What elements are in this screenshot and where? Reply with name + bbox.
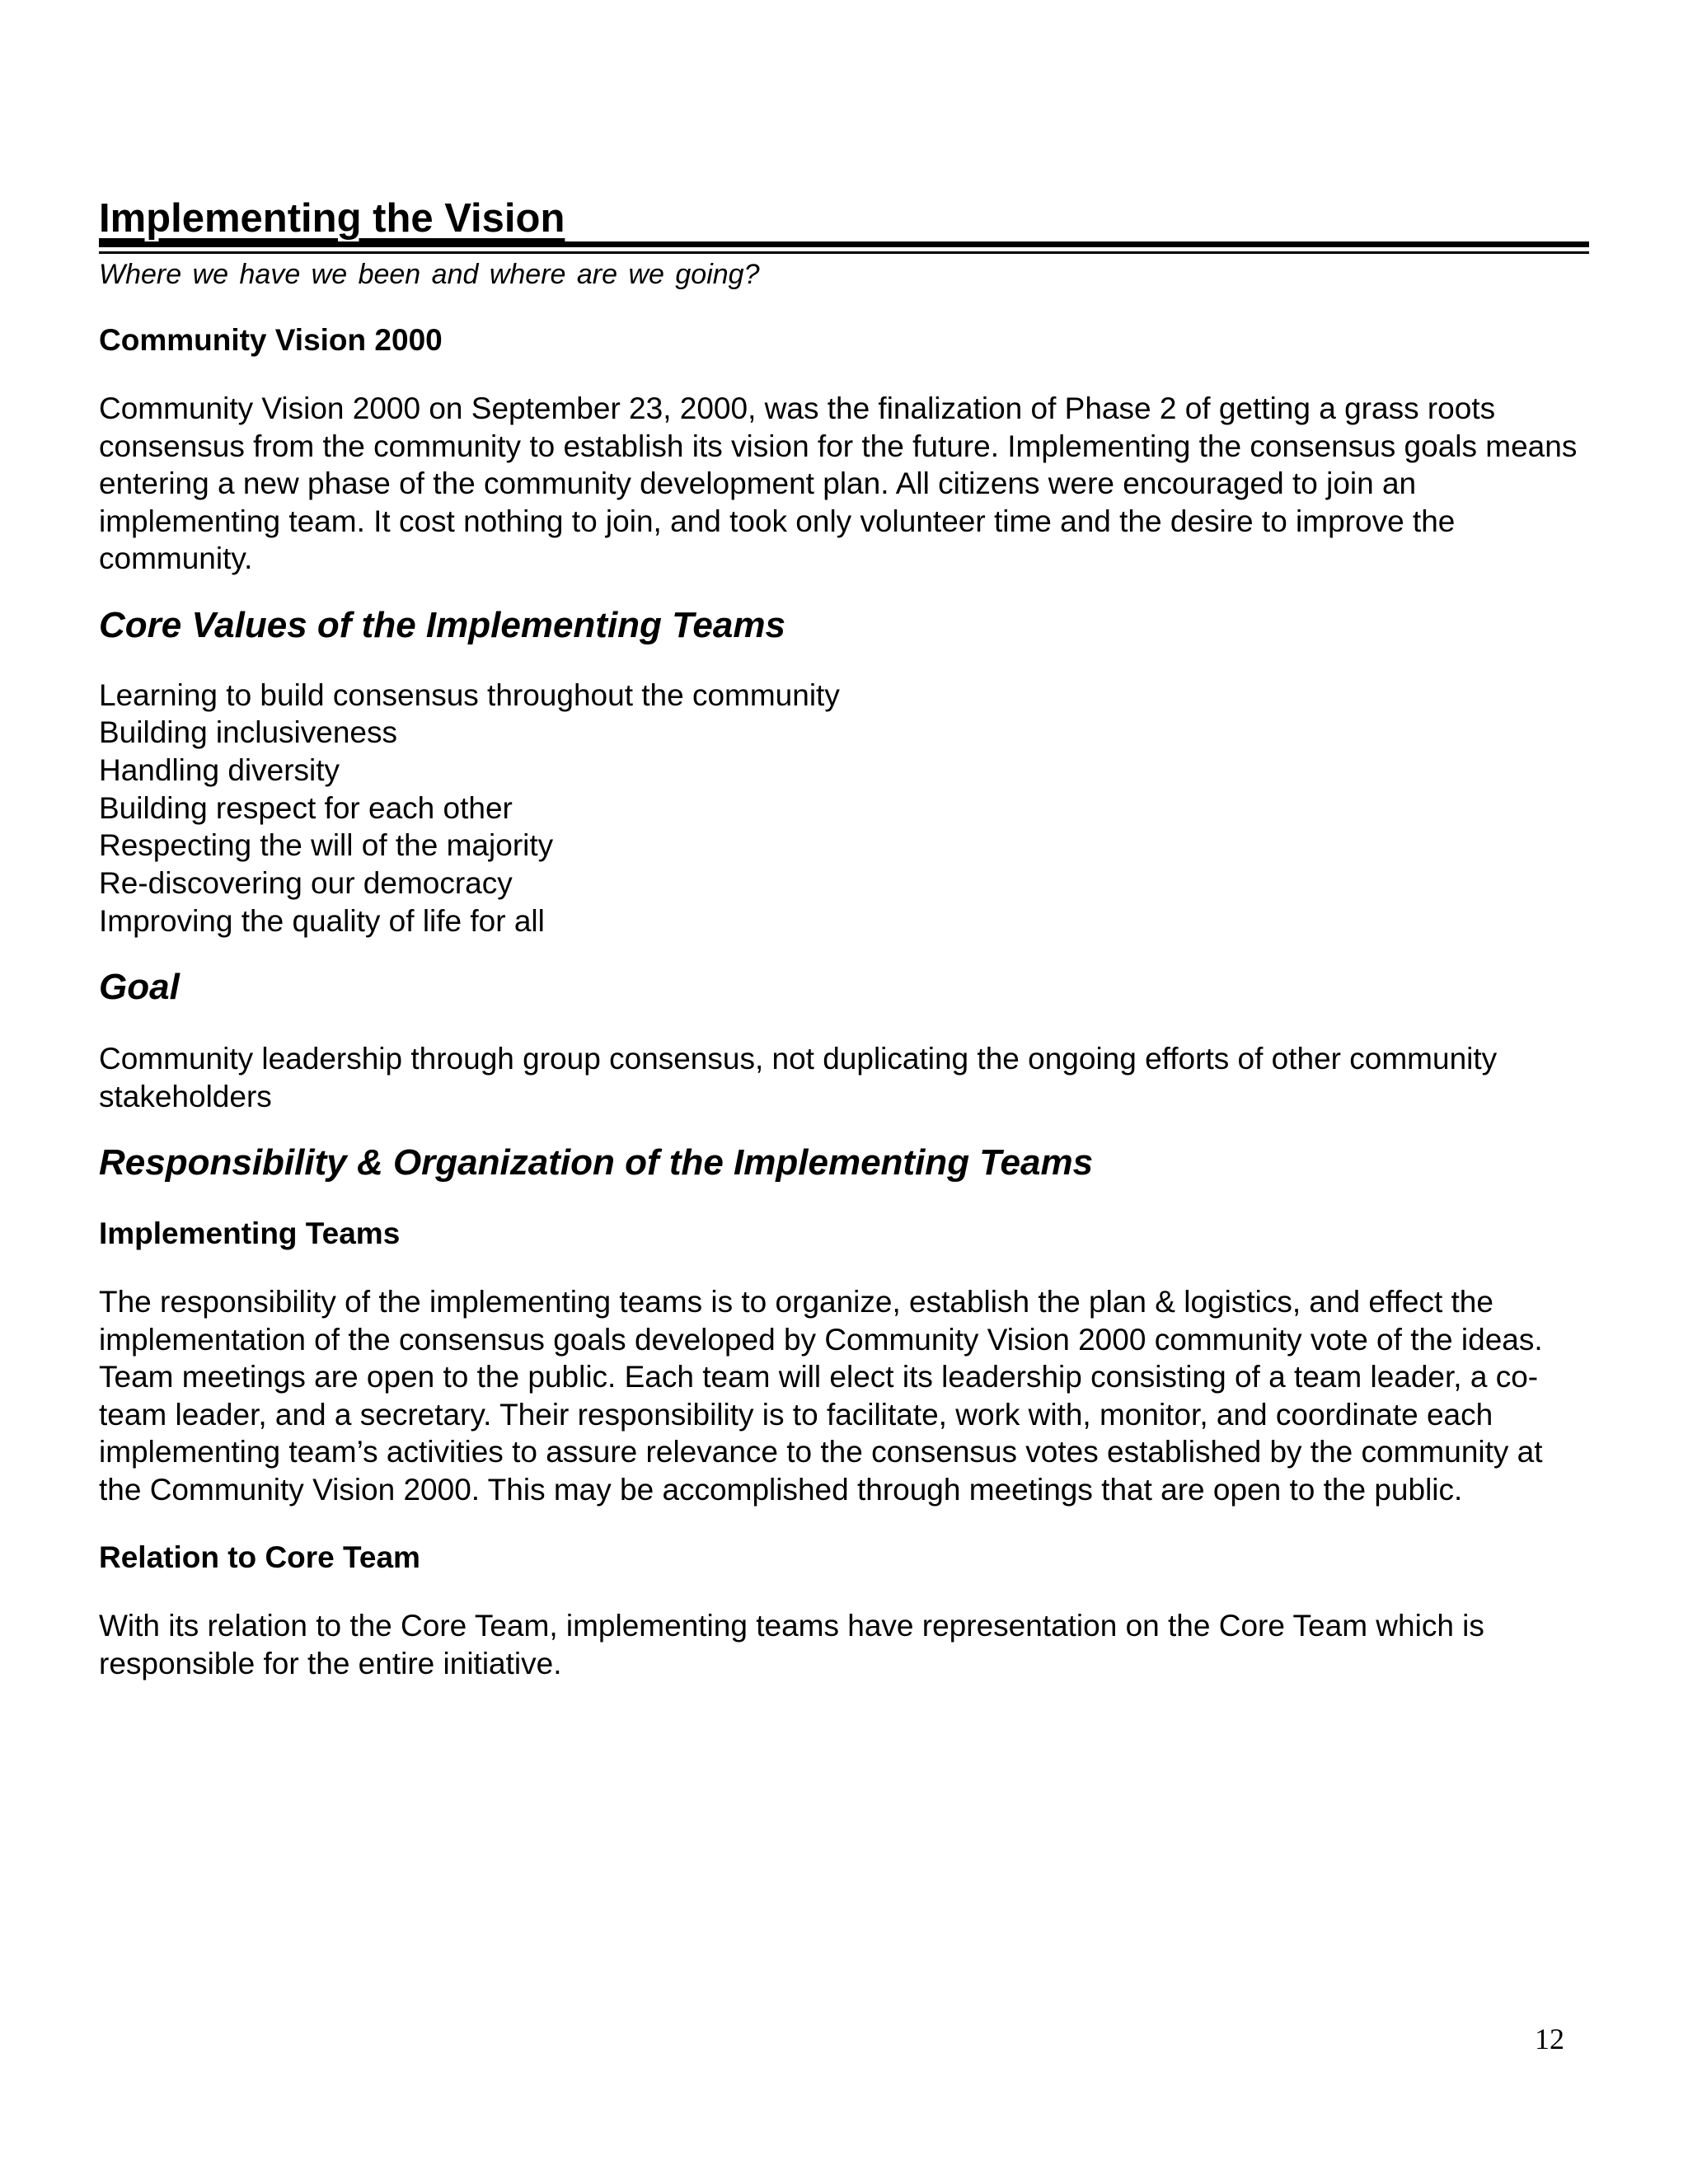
- page-subtitle: Where we have we been and where are we going?: [99, 259, 760, 290]
- list-item: Respecting the will of the majority: [99, 828, 554, 863]
- community-vision-heading: Community Vision 2000: [99, 323, 443, 357]
- title-rule-thin: [99, 251, 1589, 254]
- goal-heading: Goal: [99, 967, 180, 1008]
- list-item: Improving the quality of life for all: [99, 903, 545, 938]
- list-item: Learning to build consensus throughout the community: [99, 677, 840, 712]
- page-number: 12: [1535, 2022, 1564, 2055]
- core-values-list: [99, 677, 1589, 940]
- page-title: Implementing the Vision: [99, 196, 565, 241]
- document-page: [99, 194, 1589, 1682]
- list-item: Building inclusiveness: [99, 715, 397, 750]
- list-item: Handling diversity: [99, 752, 340, 787]
- implementing-teams-paragraph: The responsibility of the implementing teams is to organize, establish the plan & logistics, and effect the implementation of the consensus goals developed by Community Vision 2000 community vote of the ideas. Team meetings are open to the public. Each team will elect its leadership consisting of a team leader, a co-team leader, and a secretary. Their responsibility is to facilitate, work with, monitor, and coordinate each implementing team’s activities to assure relevance to the consensus votes established by the community at the Community Vision 2000. This may be accomplished through meetings that are open to the public.: [99, 1285, 1543, 1507]
- responsibility-heading: Responsibility & Organization of the Implementing Teams: [99, 1142, 1094, 1183]
- implementing-teams-heading: Implementing Teams: [99, 1216, 401, 1251]
- list-item: Building respect for each other: [99, 790, 513, 825]
- core-values-heading: Core Values of the Implementing Teams: [99, 604, 785, 645]
- community-vision-paragraph: Community Vision 2000 on September 23, 2000, was the finalization of Phase 2 of getting a grass roots consensus from the community to establish its vision for the future. Implementing the consensus goals means entering a new phase of the community development plan. All citizens were encouraged to join an implementing team. It cost nothing to join, and took only volunteer time and the desire to improve the community.: [99, 391, 1578, 575]
- relation-heading: Relation to Core Team: [99, 1540, 420, 1575]
- relation-paragraph: With its relation to the Core Team, implementing teams have representation on the Core Team which is responsible for the entire initiative.: [99, 1609, 1484, 1680]
- list-item: Re-discovering our democracy: [99, 866, 513, 901]
- goal-paragraph: Community leadership through group consensus, not duplicating the ongoing efforts of other community stakeholders: [99, 1042, 1498, 1113]
